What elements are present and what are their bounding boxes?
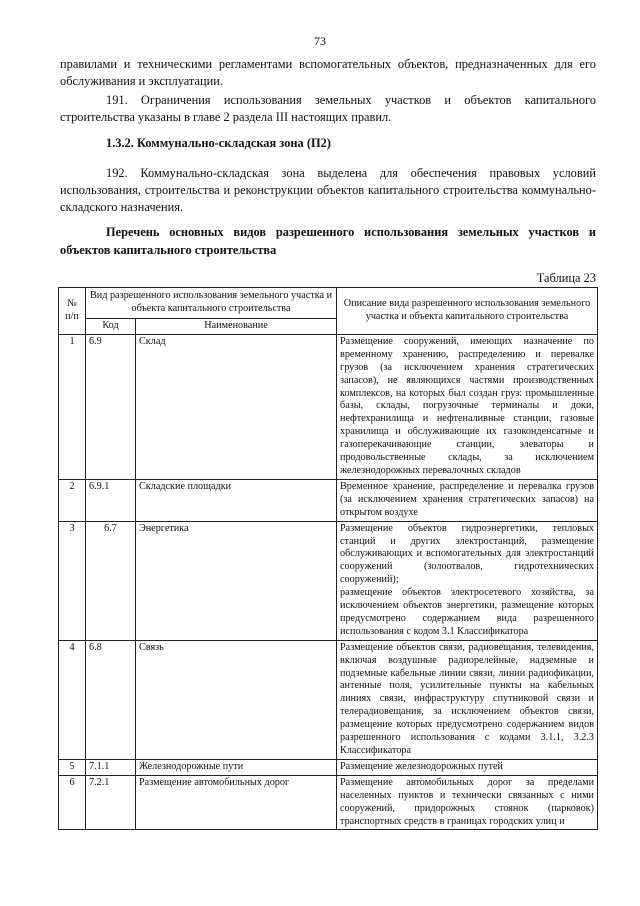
row-num: 4 [59,640,86,759]
header-num: № п/п [59,288,86,335]
row-num: 5 [59,759,86,775]
land-use-table [58,287,598,830]
paragraph-192: 192. Коммунально-складская зона выделена для обеспечения правовых условий использования, строительства и реконструкции объектов капитального строительства коммунально-складского назначения. [60,166,596,214]
section-heading: 1.3.2. Коммунально-складская зона (П2) [106,136,331,150]
row-code: 6.9 [86,334,136,479]
table-header-row [59,288,598,319]
row-name: Связь [136,640,337,759]
intro-paragraph: правилами и техническими регламентами вспомогательных объектов, предназначенных для его обслуживания и эксплуатации. [60,57,596,88]
row-description: Размещение железнодорожных путей [337,759,598,775]
row-name: Склад [136,334,337,479]
row-num: 6 [59,775,86,830]
row-code: 7.1.1 [86,759,136,775]
table-row [59,775,598,830]
row-num: 1 [59,334,86,479]
page-number: 73 [314,34,326,48]
list-title: Перечень основных видов разрешенного использования земельных участков и объектов капитального строительства [60,225,596,257]
table-row [59,759,598,775]
row-num: 3 [59,521,86,640]
row-description: Размещение автомобильных дорог за пределами населенных пунктов и технически связанных с ними сооружений, придорожных стоянок (парковок) транспортных средств в границах городских улиц и [337,775,598,830]
table-label: Таблица 23 [536,271,596,285]
row-code: 7.2.1 [86,775,136,830]
table-row [59,521,598,640]
row-num: 2 [59,479,86,521]
row-description [337,521,598,640]
row-name: Железнодорожные пути [136,759,337,775]
table-row [59,334,598,479]
row-description: Размещение сооружений, имеющих назначение по временному хранению, распределению и перевалке грузов (за исключением хранения стратегических запасов), не являющихся частями производственных комплексов, на которых был создан груз: промышленные базы, склады, погрузочные терминалы и доки, нефтехранилища и нефтеналивные станции, газовые хранилища и обслуживающие их газоконденсатные и газоперекачивающие станции, элеваторы и продовольственные склады, за исключением железнодорожных перевалочных складов [337,334,598,479]
row-code: 6.9.1 [86,479,136,521]
row-code: 6.8 [86,640,136,759]
table-row [59,640,598,759]
row-description: Временное хранение, распределение и перевалка грузов (за исключением хранения стратегических запасов) на открытом воздухе [337,479,598,521]
paragraph-191: 191. Ограничения использования земельных участков и объектов капитального строительства указаны в главе 2 раздела III настоящих правил. [60,93,596,124]
header-description: Описание вида разрешенного использования земельного участка и объекта капитального строительства [337,288,598,335]
row-name: Энергетика [136,521,337,640]
row-name: Складские площадки [136,479,337,521]
row-description: Размещение объектов связи, радиовещания, телевидения, включая воздушные радиорелейные, надземные и подземные кабельные линии связи, линии радиофикации, антенные поля, усилительные пункты на кабельных линиях связи, инфраструктуру спутниковой связи и телерадиовещания, за исключением объектов связи, размещение которых предусмотрено содержанием видов разрешенного использования с кодами 3.1.1, 3.2.3 Классификатора [337,640,598,759]
row-description-part-1: Размещение объектов гидроэнергетики, тепловых станций и других электростанций, размещение обслуживающих и вспомогательных для электростанций сооружений (золоотвалов, гидротехнических сооружений); [340,522,595,586]
header-name: Наименование [136,319,337,335]
header-kind-group: Вид разрешенного использования земельного участка и объекта капитального строительства [86,288,337,319]
table-row [59,479,598,521]
header-code: Код [86,319,136,335]
row-code: 6.7 [86,521,136,640]
row-name: Размещение автомобильных дорог [136,775,337,830]
row-description-part-2: размещение объектов электросетевого хозяйства, за исключением объектов энергетики, размещение которых предусмотрено содержанием вида разрешенного использования с кодом 3.1 Классификатора [340,587,595,637]
